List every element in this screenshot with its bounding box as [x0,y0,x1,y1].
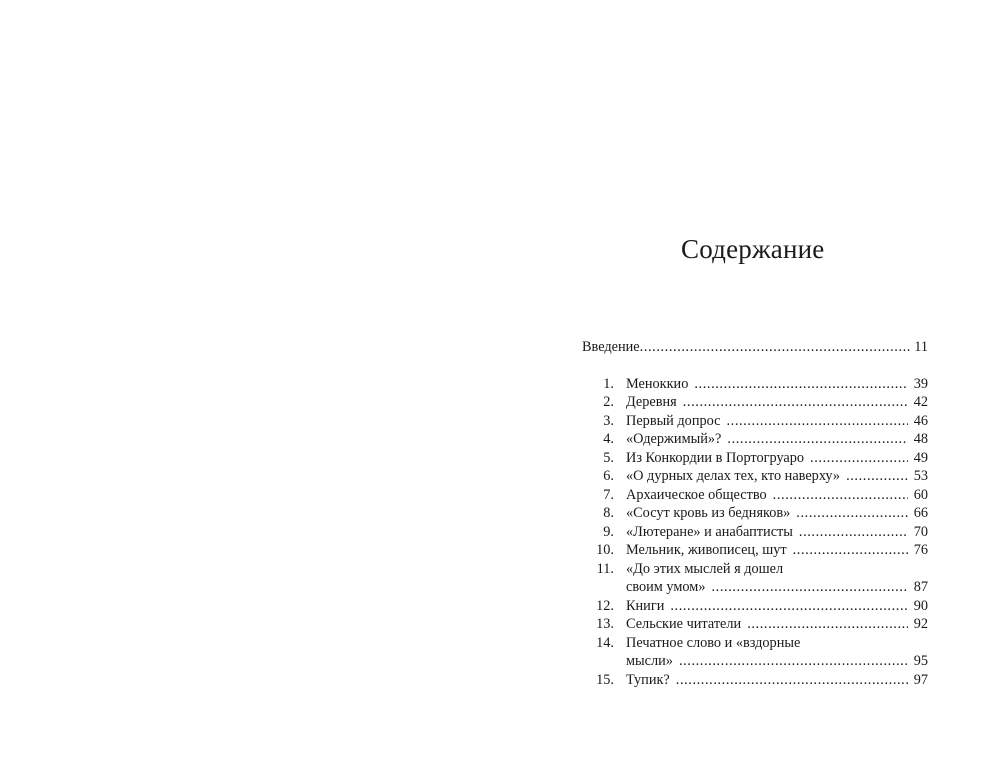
toc-entry [582,541,928,560]
toc-entry-number: 13. [596,616,614,632]
toc-entry-page: 95 [913,653,928,669]
toc-entry [582,412,928,431]
toc-entry-number: 11. [596,560,614,577]
dot-leader [773,486,908,505]
toc-entry-number: 3. [603,412,614,429]
toc-entry-title: своим умом» [626,579,706,595]
toc-entry-number: 12. [596,597,614,614]
toc-entry-page: 49 [913,449,928,466]
toc-entry-page: 53 [913,468,928,484]
toc-entry-title: Книги [626,597,665,614]
dot-leader [726,412,908,431]
toc-entry [582,597,928,616]
dot-leader [712,578,909,597]
toc-entry-title: мысли» [626,653,673,669]
toc-entry-title: Печатное слово и «вздорные [626,634,801,651]
dot-leader [679,652,908,671]
toc-entry-page: 90 [913,597,928,614]
toc-entry-number: 15. [596,671,614,688]
toc-entry-page: 70 [913,523,928,540]
toc-entry-title: «О дурных делах тех, кто наверху» [626,468,841,484]
toc-entry [582,467,928,486]
toc-entry-page: 87 [913,579,928,595]
dot-leader [670,597,908,616]
toc-entry [582,578,928,597]
toc-entry-title: Меноккио [626,375,689,392]
toc-entry-number: 7. [603,486,614,503]
dot-leader [694,375,908,394]
toc-entry-number: 4. [603,431,614,447]
toc-entry-page: 42 [913,394,928,410]
toc-entry-page: 76 [913,542,928,558]
dot-leader [640,338,910,357]
toc-entry-title: Деревня [626,394,677,410]
toc-entry-intro [582,338,928,357]
toc-entry-title: Из Конкордии в Портогруаро [626,449,805,466]
dot-leader [799,523,908,542]
page-title: Содержание [681,234,825,264]
toc-entry [582,430,928,449]
toc-entry-number: 8. [603,505,614,521]
toc-entry-title: Введение [582,339,640,355]
toc-entry-title: Сельские читатели [626,616,742,632]
toc-entry-title: «Сосут кровь из бедняков» [626,505,791,521]
toc-entry-title: «Лютеране» и анабаптисты [626,523,793,540]
toc-entry-number: 9. [603,523,614,540]
toc-entry [582,634,928,653]
toc-entry-title: «До этих мыслей я дошел [626,560,784,577]
chapter-list [582,375,928,690]
toc-entry [582,671,928,690]
toc-entry-page: 97 [913,671,928,688]
toc-entry-page: 46 [913,412,928,429]
dot-leader [727,430,908,449]
toc-entry [582,523,928,542]
toc-entry [582,449,928,468]
dot-leader [676,671,908,690]
toc-entry-title: Первый допрос [626,412,721,429]
dot-leader [846,467,908,486]
toc-entry-number: 1. [603,375,614,392]
toc-entry [582,504,928,523]
toc-entry-title: Архаическое общество [626,486,767,503]
table-of-contents [582,338,928,689]
dot-leader [747,615,908,634]
dot-leader [683,393,908,412]
toc-entry [582,615,928,634]
toc-entry [582,486,928,505]
toc-entry-title: Тупик? [626,671,670,688]
toc-entry-number: 14. [596,634,614,651]
toc-entry-page: 39 [913,375,928,392]
toc-entry-title: Мельник, живописец, шут [626,542,787,558]
toc-entry-page: 48 [913,431,928,447]
toc-entry-title: «Одержимый»? [626,431,722,447]
toc-entry [582,393,928,412]
dot-leader [793,541,908,560]
toc-entry-number: 10. [596,542,614,558]
toc-entry-number: 6. [603,468,614,484]
toc-entry-page: 11 [914,339,928,355]
dot-leader [796,504,908,523]
toc-entry [582,375,928,394]
toc-entry [582,560,928,579]
toc-entry-number: 2. [603,394,614,410]
toc-entry-page: 60 [913,486,928,503]
toc-entry [582,652,928,671]
toc-entry-page: 66 [913,505,928,521]
toc-entry-number: 5. [603,449,614,466]
toc-entry-page: 92 [913,616,928,632]
dot-leader [810,449,908,468]
